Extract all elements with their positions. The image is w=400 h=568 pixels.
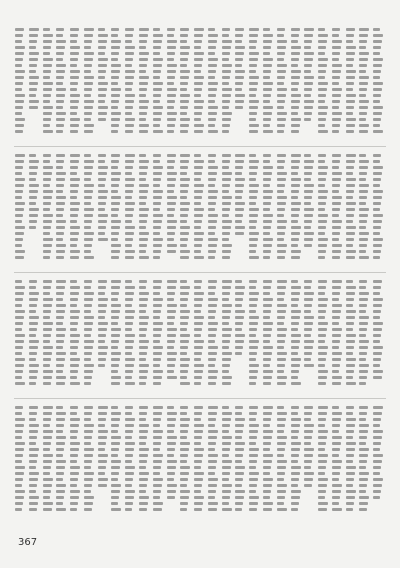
text-column bbox=[167, 154, 178, 266]
text-column bbox=[277, 154, 288, 266]
text-column bbox=[153, 406, 164, 518]
tier-divider bbox=[14, 272, 386, 273]
text-column bbox=[153, 280, 164, 392]
text-column bbox=[98, 406, 109, 518]
text-column bbox=[304, 154, 315, 266]
text-column bbox=[373, 28, 384, 140]
text-column bbox=[56, 406, 67, 518]
text-column bbox=[194, 406, 205, 518]
text-column bbox=[56, 28, 67, 140]
text-column bbox=[153, 154, 164, 266]
text-column bbox=[15, 280, 26, 392]
text-column bbox=[84, 28, 95, 140]
tier-divider bbox=[14, 398, 386, 399]
text-column bbox=[56, 280, 67, 392]
text-column bbox=[263, 280, 274, 392]
text-column bbox=[291, 28, 302, 140]
text-column bbox=[180, 280, 191, 392]
text-column bbox=[277, 406, 288, 518]
text-column bbox=[373, 154, 384, 266]
text-column bbox=[249, 280, 260, 392]
text-column bbox=[84, 406, 95, 518]
text-column bbox=[263, 28, 274, 140]
text-column bbox=[208, 280, 219, 392]
text-column bbox=[70, 280, 81, 392]
text-column bbox=[84, 154, 95, 266]
text-column bbox=[15, 28, 26, 140]
text-column bbox=[304, 280, 315, 392]
text-column bbox=[291, 154, 302, 266]
text-column bbox=[15, 406, 26, 518]
text-column bbox=[139, 406, 150, 518]
text-column bbox=[111, 406, 122, 518]
text-column bbox=[43, 28, 54, 140]
text-column bbox=[139, 280, 150, 392]
text-column bbox=[194, 28, 205, 140]
text-column bbox=[332, 28, 343, 140]
text-column bbox=[304, 406, 315, 518]
text-column bbox=[153, 28, 164, 140]
text-column bbox=[111, 28, 122, 140]
text-tier-2 bbox=[14, 154, 386, 266]
text-column bbox=[29, 406, 40, 518]
text-column bbox=[70, 28, 81, 140]
text-column bbox=[98, 154, 109, 266]
text-column bbox=[111, 154, 122, 266]
text-column bbox=[318, 406, 329, 518]
text-column bbox=[208, 406, 219, 518]
text-column bbox=[98, 280, 109, 392]
text-column bbox=[263, 406, 274, 518]
text-column bbox=[43, 154, 54, 266]
text-column bbox=[235, 154, 246, 266]
text-column bbox=[291, 280, 302, 392]
text-column bbox=[180, 406, 191, 518]
text-column bbox=[222, 154, 233, 266]
text-column bbox=[332, 280, 343, 392]
text-column bbox=[249, 406, 260, 518]
text-column bbox=[249, 154, 260, 266]
text-column bbox=[304, 28, 315, 140]
text-tier-4 bbox=[14, 406, 386, 518]
text-column bbox=[332, 154, 343, 266]
text-column bbox=[332, 406, 343, 518]
text-column bbox=[194, 154, 205, 266]
text-column bbox=[43, 280, 54, 392]
text-column bbox=[263, 154, 274, 266]
text-column bbox=[167, 28, 178, 140]
text-column bbox=[359, 406, 370, 518]
text-column bbox=[167, 280, 178, 392]
text-column bbox=[222, 406, 233, 518]
text-column bbox=[359, 28, 370, 140]
text-column bbox=[29, 154, 40, 266]
text-column bbox=[291, 406, 302, 518]
text-column bbox=[318, 154, 329, 266]
text-column bbox=[277, 28, 288, 140]
text-column bbox=[222, 280, 233, 392]
text-column bbox=[139, 154, 150, 266]
text-column bbox=[373, 280, 384, 392]
text-column bbox=[277, 280, 288, 392]
text-column bbox=[180, 154, 191, 266]
text-column bbox=[235, 280, 246, 392]
text-column bbox=[98, 28, 109, 140]
text-column bbox=[29, 280, 40, 392]
text-column bbox=[125, 28, 136, 140]
text-column bbox=[318, 28, 329, 140]
text-column bbox=[139, 28, 150, 140]
text-column bbox=[249, 28, 260, 140]
text-column bbox=[29, 28, 40, 140]
text-column bbox=[359, 154, 370, 266]
text-column bbox=[208, 28, 219, 140]
text-column bbox=[84, 280, 95, 392]
text-column bbox=[125, 154, 136, 266]
text-tier-3 bbox=[14, 280, 386, 392]
text-column bbox=[373, 406, 384, 518]
text-column bbox=[359, 280, 370, 392]
text-column bbox=[70, 154, 81, 266]
text-column bbox=[180, 28, 191, 140]
text-column bbox=[56, 154, 67, 266]
text-column bbox=[235, 406, 246, 518]
text-column bbox=[222, 28, 233, 140]
text-column bbox=[15, 154, 26, 266]
text-column bbox=[346, 280, 357, 392]
text-column bbox=[43, 406, 54, 518]
tier-divider bbox=[14, 146, 386, 147]
text-column bbox=[125, 406, 136, 518]
text-column bbox=[235, 28, 246, 140]
text-tier-1 bbox=[14, 28, 386, 140]
text-column bbox=[167, 406, 178, 518]
text-column bbox=[208, 154, 219, 266]
text-column bbox=[346, 406, 357, 518]
text-column bbox=[346, 154, 357, 266]
text-column bbox=[125, 280, 136, 392]
text-column bbox=[346, 28, 357, 140]
page-number: 367 bbox=[18, 537, 38, 548]
text-column bbox=[194, 280, 205, 392]
text-column bbox=[318, 280, 329, 392]
text-column bbox=[70, 406, 81, 518]
text-column bbox=[111, 280, 122, 392]
